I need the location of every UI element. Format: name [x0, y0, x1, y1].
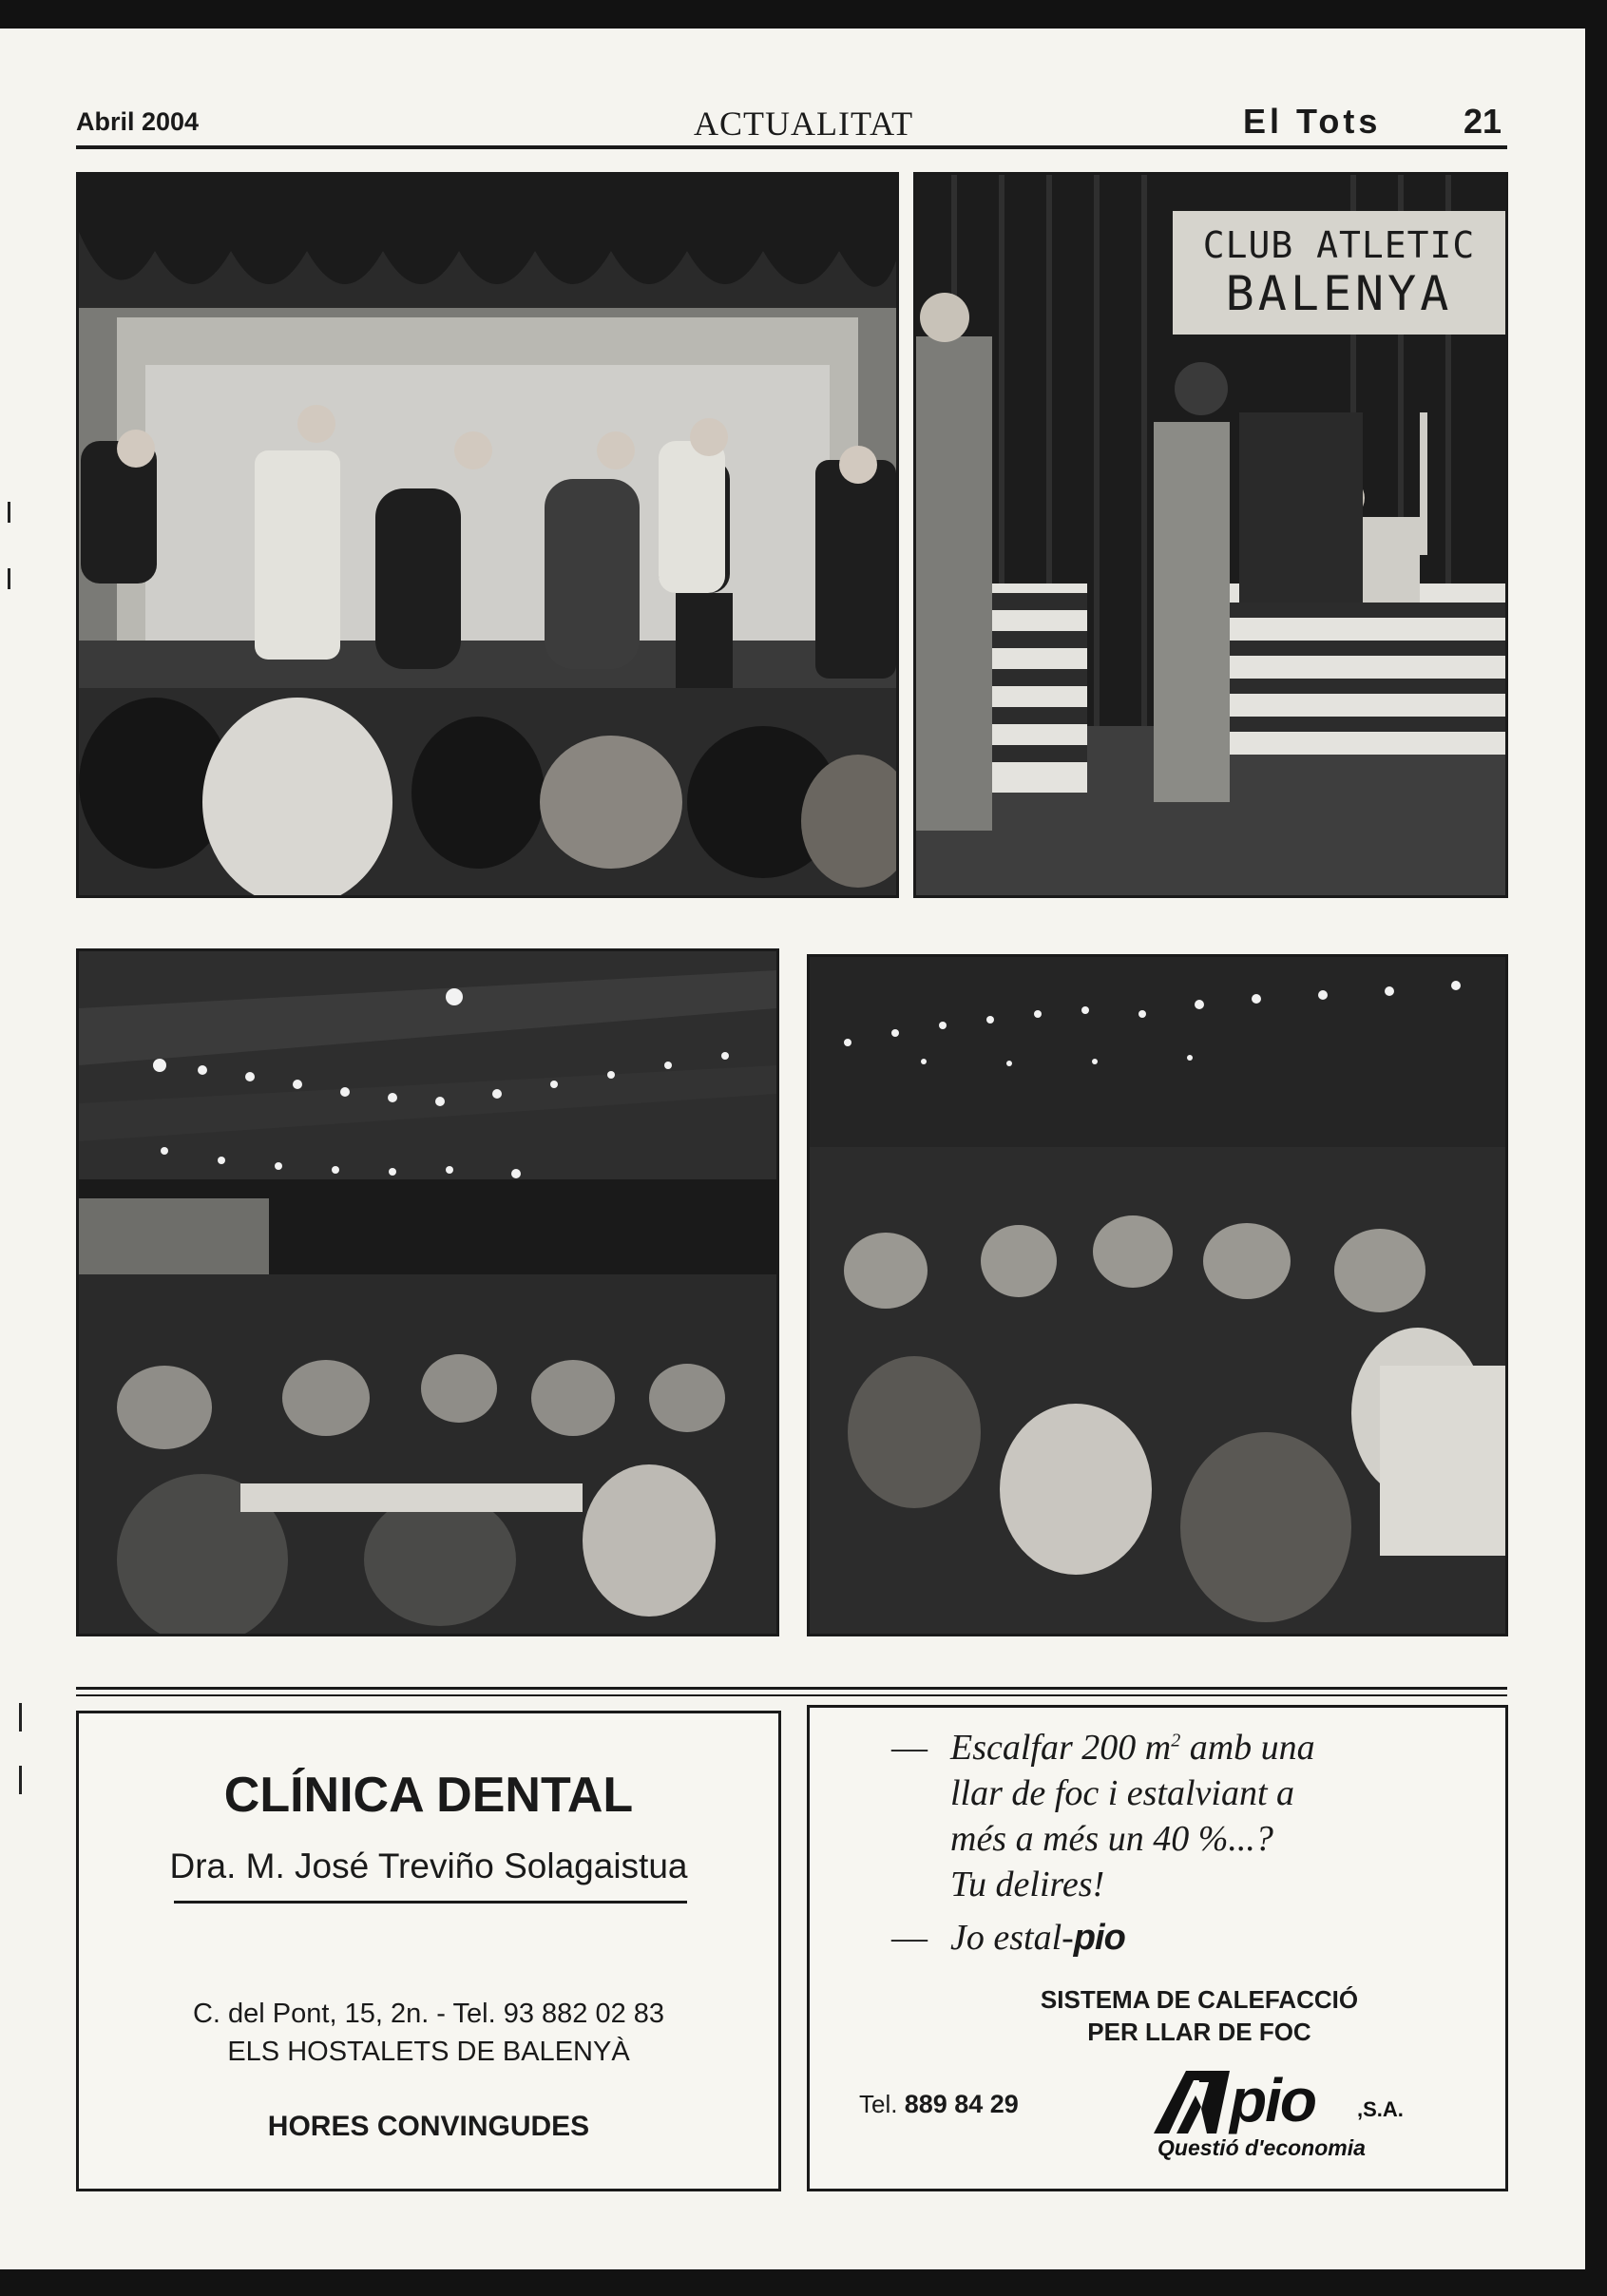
clinic-town: ELS HOSTALETS DE BALENYÀ: [227, 2037, 630, 2067]
ad-separator-rule: [76, 1687, 1507, 1690]
page-number: 21: [1463, 102, 1502, 141]
slogan-line-5: Jo estal-pio: [950, 1918, 1125, 1958]
binding-mark: [8, 568, 10, 589]
binding-mark: [8, 502, 10, 523]
slogan-line-4: Tu delires!: [950, 1865, 1105, 1904]
banner-line-1: CLUB ATLETIC: [1202, 224, 1476, 266]
pio-logo-icon: [1154, 2071, 1230, 2133]
slogan-line-2: llar de foc i estalviant a: [950, 1773, 1295, 1813]
pio-brand-name: pio: [1230, 2066, 1315, 2134]
slogan-line-3: més a més un 40 %...?: [950, 1819, 1273, 1859]
heating-line-1: SISTEMA DE CALEFACCIÓ: [1040, 1985, 1359, 2014]
ad-pio-heating: [807, 1705, 1508, 2191]
clinic-address: C. del Pont, 15, 2n. - Tel. 93 882 02 83: [192, 1999, 665, 2029]
photo-award-ceremony: [913, 172, 1508, 898]
club-banner: [1175, 215, 1503, 333]
ad-clinica-dental: [76, 1711, 781, 2191]
pio-logo: [1154, 2066, 1439, 2134]
banner-line-2: BALENYA: [1225, 266, 1453, 321]
slogan-line-1: Escalfar 200 $m^2$ amb una: [950, 1728, 1315, 1768]
pio-brand-suffix: ,S.A.: [1357, 2097, 1404, 2121]
clinic-doctor: Dra. M. José Treviño Solagaistua: [169, 1846, 688, 1885]
section-title: ACTUALITAT: [694, 105, 914, 143]
ad-separator-rule: [76, 1694, 1507, 1696]
binding-mark: [19, 1766, 22, 1794]
slogan-dash: —: [891, 1728, 928, 1768]
clinic-divider: [174, 1901, 687, 1904]
binding-mark: [19, 1703, 22, 1732]
heating-line-2: PER LLAR DE FOC: [1087, 2018, 1311, 2046]
photo-dinner-hall-right: [807, 954, 1508, 1636]
page-header: [76, 100, 1507, 149]
clinic-title: CLÍNICA DENTAL: [223, 1768, 634, 1823]
clinic-hours: HORES CONVINGUDES: [267, 2111, 590, 2142]
photo-theatre-stage: [76, 172, 899, 898]
photo-dinner-hall-left: [76, 948, 779, 1636]
pio-phone: Tel. 889 84 29: [859, 2090, 1019, 2118]
issue-date: Abril 2004: [76, 107, 200, 136]
pio-tagline: Questió d'economia: [1157, 2135, 1366, 2160]
publication-name: El Tots: [1243, 102, 1382, 141]
slogan-dash: —: [891, 1918, 928, 1958]
